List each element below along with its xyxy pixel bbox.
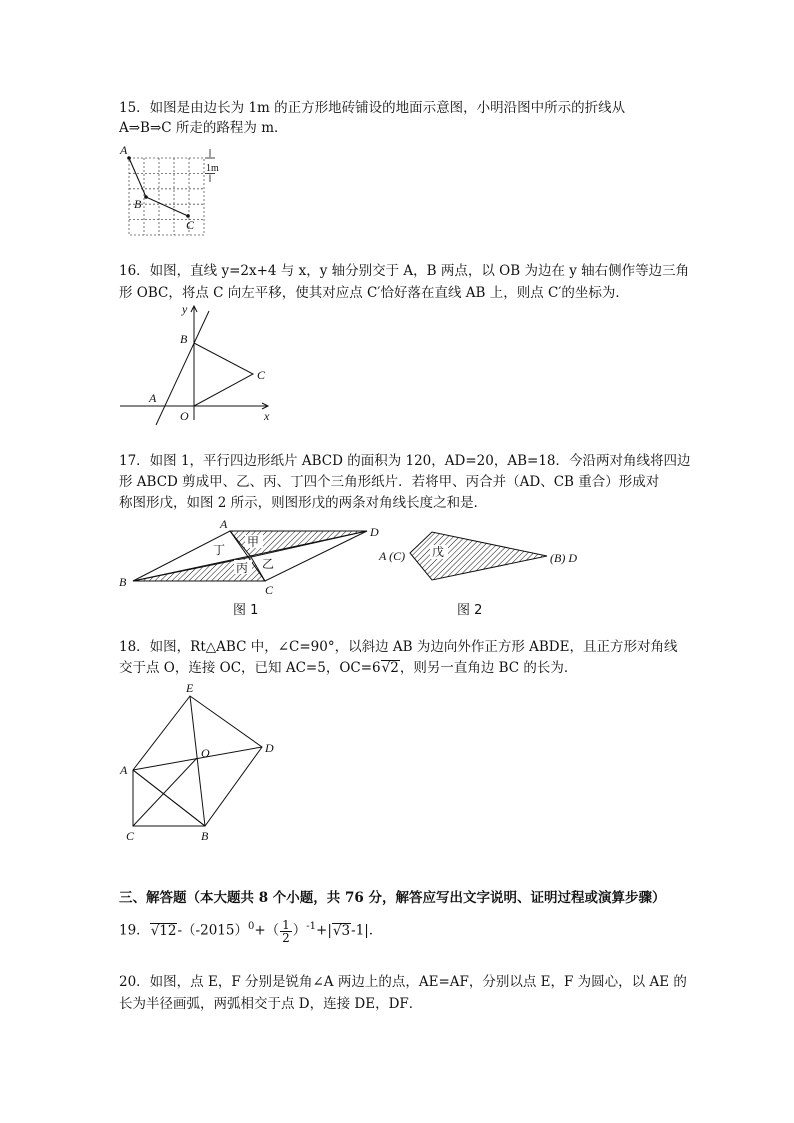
- q18-line2-pre: 交于点 O，连接 OC，已知 AC=5，OC=6: [119, 660, 381, 676]
- q18-label-B: B: [201, 829, 209, 843]
- q16-line2: 形 OBC，将点 C 向左平移，使其对应点 C′恰好落在直线 AB 上，则点 C′的坐标为．: [119, 285, 629, 301]
- q19-part6: -1|．: [351, 922, 383, 939]
- q19-expression: [119, 915, 382, 944]
- q16-label-O: O: [180, 409, 189, 423]
- q17-fig1-yi: 乙: [262, 557, 275, 571]
- q18-label-O: O: [201, 746, 210, 760]
- q17-line1: 17．如图 1，平行四边形纸片 ABCD 的面积为 120，AD=20，AB=18．今沿两对角线将四边: [119, 453, 691, 469]
- q18-line2-post: ，则另一直角边 BC 的长为．: [399, 660, 578, 676]
- q18-label-C: C: [126, 829, 135, 843]
- q18-label-D: D: [265, 741, 274, 755]
- q16-label-A: A: [149, 391, 157, 405]
- q17-fig1-caption: 图 1: [233, 603, 259, 618]
- q17-fig1-ding: 丁: [213, 543, 226, 557]
- q16-line1: 16．如图，直线 y=2x+4 与 x，y 轴分别交于 A，B 两点，以 OB 为边在 y 轴右侧作等边三角: [119, 263, 690, 279]
- q19-expm1: -1: [306, 921, 317, 932]
- q15-label-A: A: [120, 143, 128, 157]
- q19-prefix: 19．: [119, 922, 150, 939]
- q17-fig2-left: A (C): [379, 549, 406, 563]
- q19-part3: +（: [254, 922, 280, 939]
- q17-fig2-right: (B) D: [550, 551, 577, 565]
- q19-sqrt3: √3: [332, 922, 351, 939]
- q18-sqrt: √2: [381, 660, 399, 676]
- q15-scale: 1m: [206, 163, 219, 174]
- q19-sqrt12: √12: [150, 922, 177, 939]
- q18-label-A: A: [120, 763, 128, 777]
- q19-part5: +|: [316, 922, 332, 939]
- q17-fig1-label-D: D: [370, 525, 379, 539]
- q17-line3: 称图形戊，如图 2 所示，则图形戊的两条对角线长度之和是．: [119, 495, 488, 511]
- q17-line2: 形 ABCD 剪成甲、乙、丙、丁四个三角形纸片．若将甲、丙合并（AD、CB 重合）形成对: [119, 474, 660, 490]
- q16-label-B: B: [180, 332, 188, 346]
- q19-exp0: 0: [247, 921, 255, 932]
- q16-label-y: y: [182, 302, 188, 316]
- q19-part4: ）: [292, 922, 307, 939]
- q18-line1: 18．如图，Rt△ABC 中，∠C=90°，以斜边 AB 为边向外作正方形 ABDE，且正方形对角线: [119, 639, 678, 655]
- section3-title: 三、解答题（本大题共 8 个小题，共 76 分，解答应写出文字说明、证明过程或演算步骤）: [119, 890, 666, 906]
- q16-label-C: C: [257, 368, 266, 382]
- q18-label-E: E: [186, 681, 194, 695]
- q15-line2: A⇒B⇒C 所走的路程为 m．: [119, 120, 288, 136]
- q17-fig1-label-C: C: [265, 583, 274, 597]
- q17-fig1-jia: 甲: [247, 535, 260, 549]
- q15-line1: 15．如图是由边长为 1m 的正方形地砖铺设的地面示意图，小明沿图中所示的折线从: [119, 100, 626, 116]
- q17-fig1-label-A: A: [220, 517, 228, 531]
- q15-label-B: B: [134, 197, 142, 211]
- q17-fig1-bing: 丙: [236, 561, 249, 575]
- q19-fraction: $\frac{1}{2}$: [282, 917, 290, 945]
- q17-fig1-label-B: B: [119, 575, 127, 589]
- q15-label-C: C: [186, 218, 195, 232]
- q17-fig2-wu: 戊: [432, 545, 445, 559]
- q19-part2: -（-2015）: [177, 922, 248, 939]
- q20-line1: 20．如图，点 E，F 分别是锐角∠A 两边上的点，AE=AF，分别以点 E，F 为圆心，以 AE 的: [119, 974, 687, 990]
- q17-fig2-caption: 图 2: [457, 603, 483, 618]
- q16-label-x: x: [264, 409, 270, 423]
- q20-line2: 长为半径画弧，两弧相交于点 D，连接 DE，DF．: [119, 996, 423, 1012]
